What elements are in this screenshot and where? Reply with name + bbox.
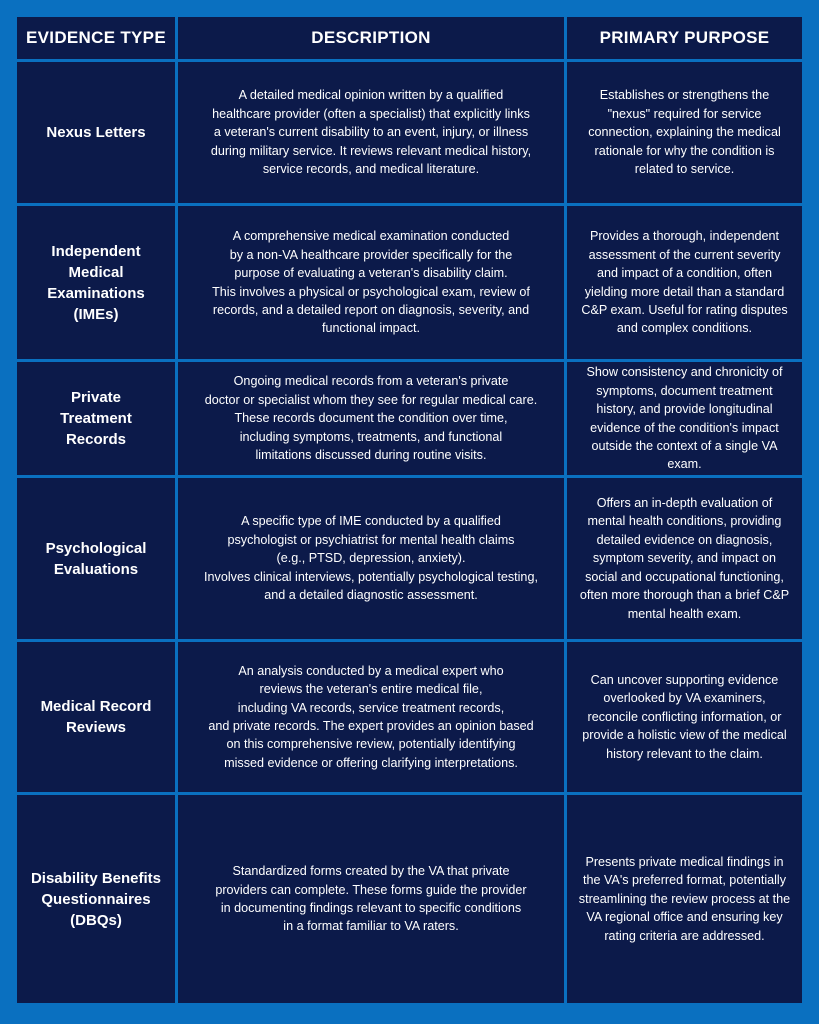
purpose-private-treatment-records-line: Show consistency and chronicity of bbox=[586, 365, 783, 380]
purpose-disability-benefits-questionnaires-dbqs bbox=[567, 795, 802, 1003]
description-psychological-evaluations bbox=[178, 478, 564, 639]
purpose-private-treatment-records-line: symptoms, document treatment bbox=[596, 383, 773, 398]
description-private-treatment-records-line: including symptoms, treatments, and functional bbox=[239, 429, 503, 444]
evidence-type-private-treatment-records bbox=[17, 362, 175, 475]
description-nexus-letters bbox=[178, 62, 564, 203]
purpose-independent-medical-examinations-imes bbox=[567, 206, 802, 359]
evidence-type-nexus-letters bbox=[17, 62, 175, 203]
description-independent-medical-examinations-imes-line: by a non-VA healthcare provider specifically for the bbox=[229, 247, 513, 262]
description-nexus-letters-line: a veteran's current disability to an event, injury, or illness bbox=[213, 125, 529, 140]
evidence-type-nexus-letters-line: Nexus Letters bbox=[46, 124, 146, 141]
description-independent-medical-examinations-imes-line: A comprehensive medical examination conducted bbox=[232, 229, 510, 244]
description-disability-benefits-questionnaires-dbqs bbox=[178, 795, 564, 1003]
purpose-independent-medical-examinations-imes-line: and impact of a condition, often bbox=[596, 266, 772, 281]
description-nexus-letters-line: A detailed medical opinion written by a qualified bbox=[238, 88, 504, 103]
description-independent-medical-examinations-imes-line: functional impact. bbox=[321, 321, 420, 336]
purpose-disability-benefits-questionnaires-dbqs-line: streamlining the review process at the bbox=[578, 891, 791, 906]
description-independent-medical-examinations-imes-line: purpose of evaluating a veteran's disability claim. bbox=[234, 266, 508, 281]
description-nexus-letters-line: service records, and medical literature. bbox=[262, 162, 480, 177]
evidence-type-private-treatment-records-line: Treatment bbox=[60, 410, 132, 427]
description-private-treatment-records bbox=[178, 362, 564, 475]
evidence-type-psychological-evaluations-line: Evaluations bbox=[53, 560, 139, 578]
purpose-nexus-letters-line: "nexus" required for service bbox=[607, 106, 762, 121]
purpose-disability-benefits-questionnaires-dbqs-line: Presents private medical findings in bbox=[585, 854, 784, 869]
evidence-type-disability-benefits-questionnaires-dbqs bbox=[17, 795, 175, 1003]
evidence-type-psychological-evaluations-line: Psychological bbox=[45, 539, 147, 557]
purpose-nexus-letters-line: related to service. bbox=[634, 162, 735, 177]
purpose-independent-medical-examinations-imes-line: Provides a thorough, independent bbox=[589, 229, 780, 244]
evidence-type-independent-medical-examinations-imes-line: Examinations bbox=[47, 284, 145, 302]
purpose-nexus-letters-line: rationale for why the condition is bbox=[594, 143, 775, 158]
description-psychological-evaluations-line: (e.g., PTSD, depression, anxiety). bbox=[276, 551, 466, 566]
purpose-medical-record-reviews-line: Can uncover supporting evidence bbox=[590, 672, 779, 687]
description-disability-benefits-questionnaires-dbqs-line: in a format familiar to VA raters. bbox=[283, 919, 459, 934]
description-disability-benefits-questionnaires-dbqs-line: providers can complete. These forms guide the provider bbox=[215, 882, 527, 897]
evidence-type-private-treatment-records-line: Records bbox=[65, 431, 126, 448]
description-disability-benefits-questionnaires-dbqs-line: in documenting findings relevant to specific conditions bbox=[220, 901, 522, 915]
description-psychological-evaluations-line: A specific type of IME conducted by a qualified bbox=[241, 514, 501, 529]
purpose-psychological-evaluations-line: social and occupational functioning, bbox=[585, 569, 784, 584]
purpose-medical-record-reviews bbox=[567, 642, 802, 792]
purpose-disability-benefits-questionnaires-dbqs-line: VA regional office and ensuring key bbox=[586, 910, 783, 925]
purpose-psychological-evaluations-line: mental health exam. bbox=[627, 606, 742, 621]
header-primary-purpose: PRIMARY PURPOSE bbox=[567, 17, 802, 59]
purpose-psychological-evaluations-line: often more thorough than a brief C&P bbox=[579, 588, 790, 603]
description-medical-record-reviews-line: on this comprehensive review, potentially identifying bbox=[226, 737, 516, 752]
description-independent-medical-examinations-imes-line: records, and a detailed report on diagnosis, severity, and bbox=[212, 302, 530, 317]
evidence-type-independent-medical-examinations-imes bbox=[17, 206, 175, 359]
purpose-medical-record-reviews-line: history relevant to the claim. bbox=[606, 746, 763, 761]
description-medical-record-reviews-line: and private records. The expert provides an opinion based bbox=[208, 719, 534, 733]
description-private-treatment-records-line: These records document the condition over time, bbox=[234, 411, 508, 426]
description-psychological-evaluations-line: Involves clinical interviews, potentially psychological testing, bbox=[204, 569, 538, 584]
purpose-psychological-evaluations-line: Offers an in-depth evaluation of bbox=[596, 496, 773, 511]
description-nexus-letters-line: healthcare provider (often a specialist) that explicitly links bbox=[212, 106, 530, 121]
purpose-psychological-evaluations-line: symptom severity, and impact on bbox=[592, 551, 777, 566]
header-evidence-type: EVIDENCE TYPE bbox=[17, 17, 175, 59]
purpose-medical-record-reviews-line: overlooked by VA examiners, bbox=[603, 691, 766, 706]
purpose-medical-record-reviews-line: provide a holistic view of the medical bbox=[582, 728, 787, 743]
purpose-independent-medical-examinations-imes-line: and complex conditions. bbox=[616, 321, 753, 336]
description-psychological-evaluations-line: and a detailed diagnostic assessment. bbox=[264, 588, 478, 603]
purpose-disability-benefits-questionnaires-dbqs-line: the VA's preferred format, potentially bbox=[582, 873, 787, 888]
purpose-independent-medical-examinations-imes-line: C&P exam. Useful for rating disputes bbox=[581, 302, 788, 317]
purpose-independent-medical-examinations-imes-line: yielding more detail than a standard bbox=[584, 284, 785, 299]
description-independent-medical-examinations-imes bbox=[178, 206, 564, 359]
purpose-nexus-letters bbox=[567, 62, 802, 203]
evidence-table bbox=[17, 17, 802, 1003]
description-independent-medical-examinations-imes-line: This involves a physical or psychological exam, review of bbox=[212, 284, 530, 299]
evidence-type-independent-medical-examinations-imes-line: Independent bbox=[51, 242, 141, 260]
description-private-treatment-records-line: limitations discussed during routine visits. bbox=[255, 448, 487, 463]
evidence-type-disability-benefits-questionnaires-dbqs-line: (DBQs) bbox=[70, 911, 122, 929]
description-medical-record-reviews bbox=[178, 642, 564, 792]
description-psychological-evaluations-line: psychologist or psychiatrist for mental health claims bbox=[227, 532, 515, 547]
evidence-type-disability-benefits-questionnaires-dbqs-line: Questionnaires bbox=[41, 890, 151, 908]
purpose-psychological-evaluations-line: mental health conditions, providing bbox=[587, 514, 782, 529]
evidence-type-disability-benefits-questionnaires-dbqs-line: Disability Benefits bbox=[30, 869, 162, 887]
description-medical-record-reviews-line: An analysis conducted by a medical expert who bbox=[238, 663, 504, 678]
purpose-nexus-letters-line: Establishes or strengthens the bbox=[599, 88, 770, 103]
description-disability-benefits-questionnaires-dbqs-line: Standardized forms created by the VA that private bbox=[232, 864, 510, 879]
description-nexus-letters-line: during military service. It reviews relevant medical history, bbox=[210, 143, 532, 158]
purpose-private-treatment-records-line: evidence of the condition's impact bbox=[590, 420, 779, 435]
evidence-type-medical-record-reviews-line: Medical Record bbox=[40, 698, 152, 715]
description-private-treatment-records-line: Ongoing medical records from a veteran's private bbox=[233, 374, 509, 389]
purpose-private-treatment-records-line: history, and provide longitudinal bbox=[596, 402, 773, 417]
purpose-disability-benefits-questionnaires-dbqs-line: rating criteria are addressed. bbox=[604, 928, 765, 943]
purpose-private-treatment-records-line: outside the context of a single VA bbox=[591, 438, 778, 453]
evidence-type-private-treatment-records-line: Private bbox=[70, 389, 122, 406]
description-medical-record-reviews-line: missed evidence or offering clarifying interpretations. bbox=[224, 755, 518, 770]
description-medical-record-reviews-line: reviews the veteran's entire medical file, bbox=[259, 682, 483, 697]
evidence-type-psychological-evaluations bbox=[17, 478, 175, 639]
description-medical-record-reviews-line: including VA records, service treatment records, bbox=[237, 700, 505, 715]
purpose-psychological-evaluations-line: detailed evidence on diagnosis, bbox=[596, 532, 773, 547]
evidence-type-medical-record-reviews-line: Reviews bbox=[65, 719, 127, 736]
evidence-type-medical-record-reviews bbox=[17, 642, 175, 792]
description-private-treatment-records-line: doctor or specialist whom they see for regular medical care. bbox=[204, 392, 538, 407]
purpose-nexus-letters-line: connection, explaining the medical bbox=[588, 125, 781, 140]
purpose-private-treatment-records bbox=[567, 362, 802, 475]
purpose-medical-record-reviews-line: reconcile conflicting information, or bbox=[587, 709, 782, 724]
evidence-type-independent-medical-examinations-imes-line: Medical bbox=[68, 263, 124, 281]
purpose-private-treatment-records-line: exam. bbox=[667, 457, 702, 472]
purpose-psychological-evaluations bbox=[567, 478, 802, 639]
purpose-independent-medical-examinations-imes-line: assessment of the current severity bbox=[588, 247, 781, 262]
header-description: DESCRIPTION bbox=[178, 17, 564, 59]
evidence-type-independent-medical-examinations-imes-line: (IMEs) bbox=[73, 305, 119, 323]
